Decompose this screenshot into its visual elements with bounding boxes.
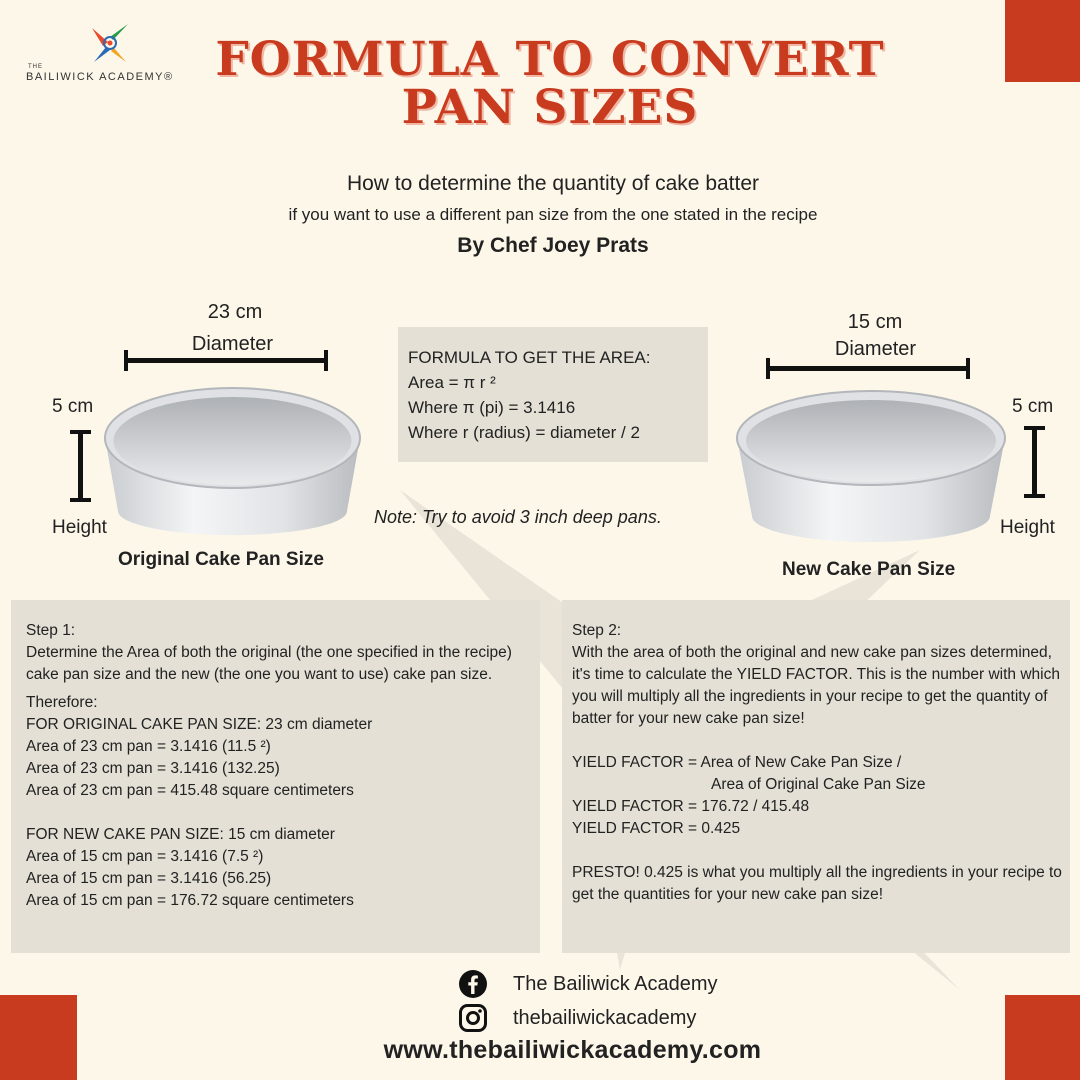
brand-the: THE: [28, 64, 43, 70]
step-1-heading: Step 1:: [26, 622, 76, 639]
step-2-box: [562, 600, 1070, 953]
yield-factor-line-3: YIELD FACTOR = 0.425: [572, 820, 741, 837]
step-1-box: [11, 600, 540, 953]
step-1-original-line: Area of 23 cm pan = 3.1416 (11.5 ²): [26, 738, 271, 755]
instagram-handle: thebailiwickacademy: [513, 1006, 697, 1029]
step-1-new-line: Area of 15 cm pan = 3.1416 (7.5 ²): [26, 848, 264, 865]
original-diameter-label: Diameter: [191, 333, 274, 355]
original-cake-pan-image: [100, 383, 365, 538]
website-url[interactable]: www.thebailiwickacademy.com: [383, 1036, 762, 1064]
new-diameter-bar: [766, 366, 970, 371]
author-line: By Chef Joey Prats: [457, 234, 649, 257]
facebook-handle: The Bailiwick Academy: [513, 972, 718, 995]
original-diameter-value: 23 cm: [207, 301, 263, 323]
brand-name: BAILIWICK ACADEMY®: [26, 71, 174, 83]
step-1-original-line: FOR ORIGINAL CAKE PAN SIZE: 23 cm diameter: [26, 716, 373, 733]
formula-heading: FORMULA TO GET THE AREA:: [408, 348, 651, 367]
note-text: Note: Try to avoid 3 inch deep pans.: [374, 507, 662, 527]
subtitle-line-2: if you want to use a different pan size from the one stated in the recipe: [288, 205, 818, 224]
step-1-therefore: Therefore:: [26, 694, 98, 711]
facebook-icon: [458, 969, 488, 999]
original-height-bar: [78, 430, 83, 502]
new-cake-pan-image: [732, 388, 1010, 548]
original-pan-caption: Original Cake Pan Size: [118, 549, 324, 570]
presto-text: PRESTO! 0.425 is what you multiply all the ingredients in your recipe to get the quantities for your new cake pan size!: [572, 864, 1062, 903]
footer-instagram[interactable]: [458, 1002, 696, 1034]
new-height-value: 5 cm: [1012, 396, 1054, 417]
subtitle-line-1: How to determine the quantity of cake batter: [346, 172, 760, 195]
step-1-intro: Determine the Area of both the original (the one specified in the recipe) cake pan size and the new (the one you want to use) cake pan size.: [26, 644, 512, 683]
instagram-icon: [458, 1003, 488, 1033]
star-logo-icon: [88, 22, 132, 66]
yield-factor-line-1b: Area of Original Cake Pan Size: [711, 776, 926, 793]
yield-factor-line-2: YIELD FACTOR = 176.72 / 415.48: [572, 798, 810, 815]
yield-factor-line-1: YIELD FACTOR = Area of New Cake Pan Size /: [572, 754, 902, 771]
step-1-new-line: Area of 15 cm pan = 176.72 square centimeters: [26, 892, 354, 909]
step-1-original-line: Area of 23 cm pan = 3.1416 (132.25): [26, 760, 280, 777]
original-height-label: Height: [52, 517, 107, 538]
title-line-1: FORMULA TO CONVERT: [215, 32, 885, 87]
formula-box: [398, 327, 708, 462]
page-title: [200, 32, 900, 135]
new-diameter-label: Diameter: [834, 338, 917, 360]
formula-line-2: Where π (pi) = 3.1416: [408, 398, 576, 417]
corner-accent-top-right: [1005, 0, 1080, 82]
new-pan-caption: New Cake Pan Size: [782, 559, 956, 580]
brand-logo: [26, 22, 206, 82]
step-2-heading: Step 2:: [572, 622, 622, 639]
original-diameter-bar: [124, 358, 328, 363]
step-1-new-line: FOR NEW CAKE PAN SIZE: 15 cm diameter: [26, 826, 335, 843]
step-2-intro: With the area of both the original and new cake pan sizes determined, it's time to calculate the YIELD FACTOR. This is the number with which you will multiply all the ingredients in your recipe to get the quantity of batter for your new cake pan size!: [572, 644, 1060, 727]
title-line-2: PAN SIZES: [401, 80, 699, 135]
new-height-bar: [1032, 426, 1037, 498]
original-height-value: 5 cm: [52, 396, 94, 417]
formula-line-3: Where r (radius) = diameter / 2: [408, 423, 640, 442]
step-1-original-line: Area of 23 cm pan = 415.48 square centimeters: [26, 782, 354, 799]
new-diameter-value: 15 cm: [847, 311, 903, 333]
footer-facebook[interactable]: [458, 968, 718, 1000]
step-1-new-line: Area of 15 cm pan = 3.1416 (56.25): [26, 870, 272, 887]
formula-line-1: Area = π r ²: [408, 373, 496, 392]
new-height-label: Height: [1000, 517, 1055, 538]
